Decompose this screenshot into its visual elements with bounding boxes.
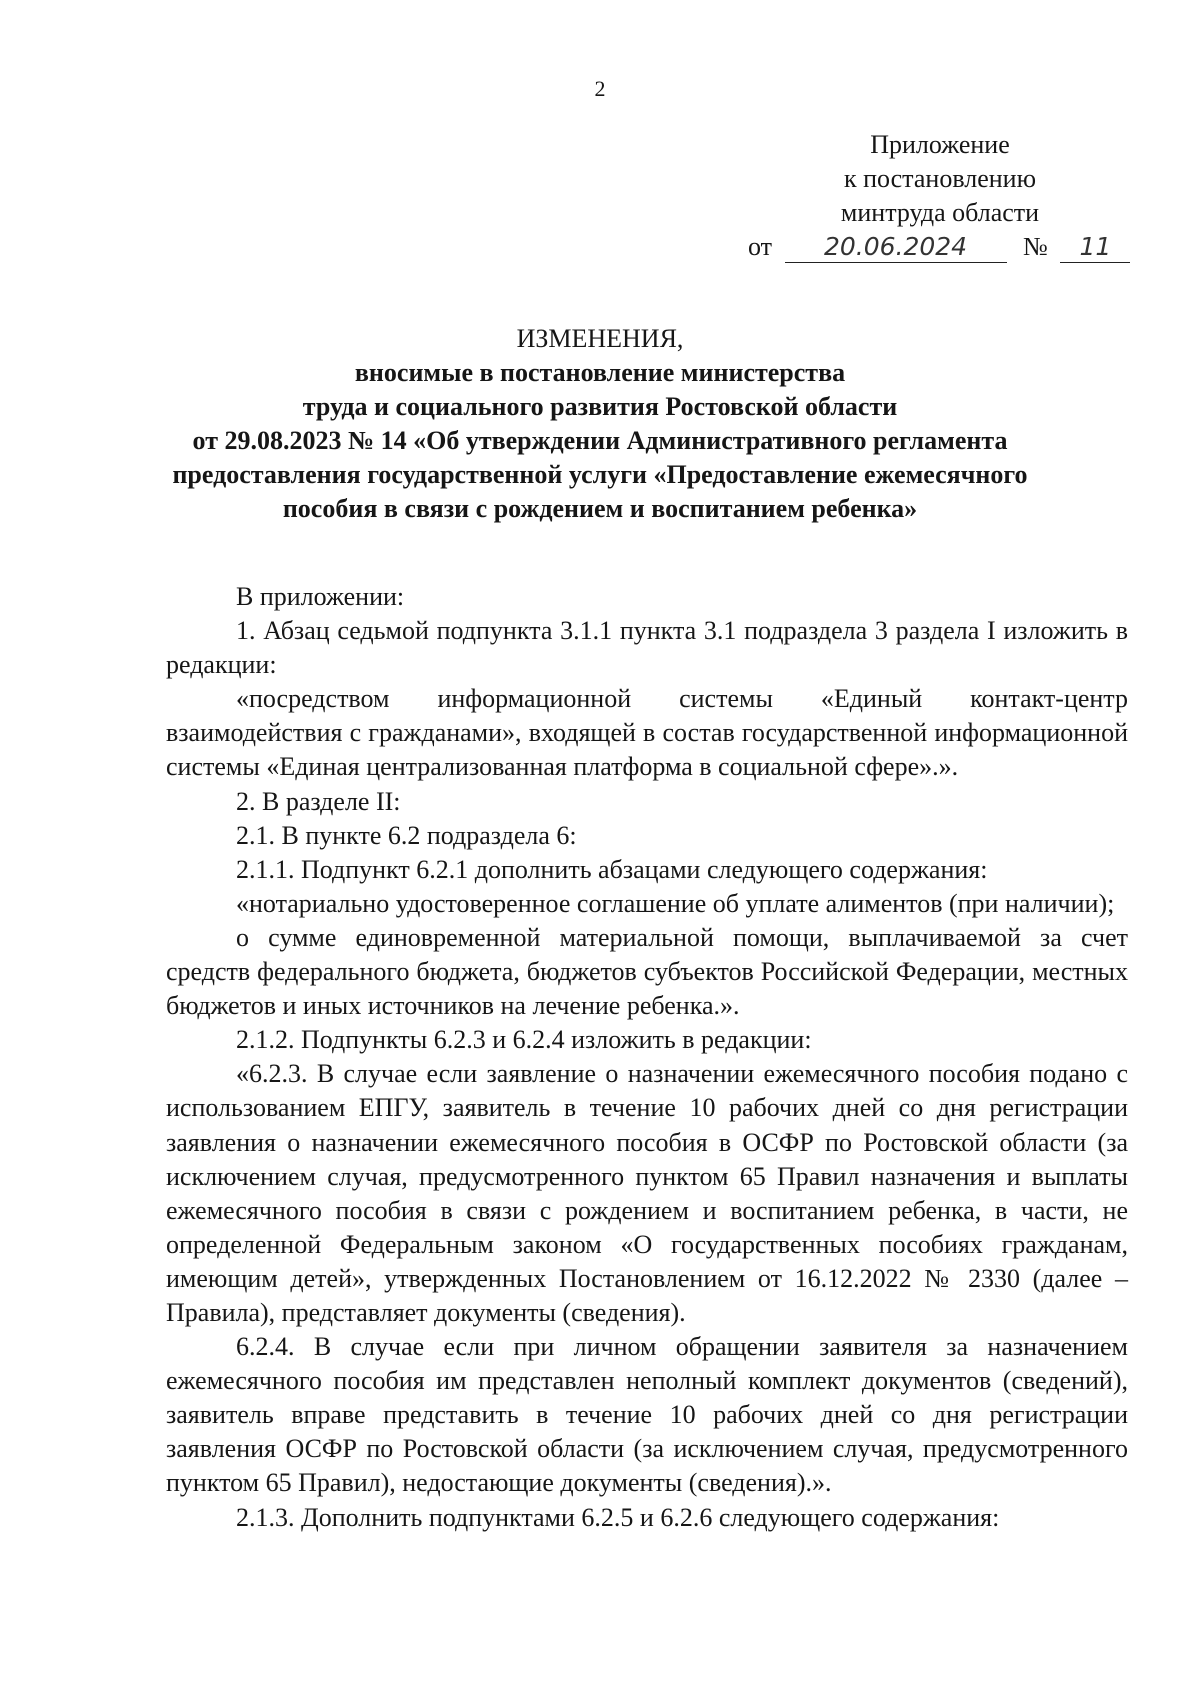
page-number: 2 xyxy=(594,76,606,101)
document-heading xyxy=(0,322,1200,526)
appendix-line-2: к постановлению xyxy=(843,164,1037,193)
handwritten-number: 11 xyxy=(1060,232,1130,263)
handwritten-date: 20.06.2024 xyxy=(785,232,1007,263)
appendix-title: Приложение xyxy=(870,130,1010,159)
paragraph: 2.1.1. Подпункт 6.2.1 дополнить абзацами следующего содержания: xyxy=(236,854,988,884)
paragraph: 2.1. В пункте 6.2 подраздела 6: xyxy=(236,820,577,850)
paragraph: 6.2.4. В случае если при личном обращении заявителя за назначением ежемесячного пособия им представлен неполный комплект документов (сведений), заявитель вправе представить в течение 10 рабочих дней со дня регистрации заявления ОСФР по Ростовской области (за исключением случая, предусмотренного пунктом 65 Правил), недостающие документы (сведения).». xyxy=(166,1332,1128,1498)
heading-line: предоставления государственной услуги «Предоставление ежемесячного xyxy=(172,460,1028,489)
paragraph: «6.2.3. В случае если заявление о назначении ежемесячного пособия подано с использованием ЕПГУ, заявитель в течение 10 рабочих дней со дня регистрации заявления о назначении ежемесячного пособия в ОСФР по Ростовской области (за исключением случая, предусмотренного пунктом 65 Правил назначения и выплаты ежемесячного пособия в связи с рождением и воспитанием ребенка, в части, не определенной Федеральным законом «О государственных пособиях гражданам, имеющим детей», утвержденных Постановлением от 16.12.2022 № 2330 (далее – Правила), представляет документы (сведения). xyxy=(166,1059,1128,1327)
paragraph: 2.1.2. Подпункты 6.2.3 и 6.2.4 изложить в редакции: xyxy=(236,1025,812,1055)
appendix-block xyxy=(748,128,1180,264)
heading-title: ИЗМЕНЕНИЯ, xyxy=(516,324,684,353)
paragraph: «посредством информационной системы «Единый контакт-центр взаимодействия с гражданами», входящей в состав государственной информационной системы «Единая централизованная платформа в социальной сфере».». xyxy=(166,684,1128,782)
paragraph: 2. В разделе II: xyxy=(236,786,401,816)
document-body xyxy=(166,580,1128,1535)
heading-line: вносимые в постановление министерства xyxy=(354,358,846,387)
paragraph: о сумме единовременной материальной помощи, выплачиваемой за счет средств федерального бюджета, бюджетов субъектов Российской Федерации, местных бюджетов и иных источников на лечение ребенка.». xyxy=(166,922,1128,1021)
number-label: № xyxy=(1023,232,1048,261)
heading-line: труда и социального развития Ростовской области xyxy=(302,392,898,421)
paragraph: 1. Абзац седьмой подпункта 3.1.1 пункта 3.1 подраздела 3 раздела I изложить в редакции: xyxy=(166,616,1128,680)
paragraph: «нотариально удостоверенное соглашение об уплате алиментов (при наличии); xyxy=(236,888,1115,918)
paragraph: 2.1.3. Дополнить подпунктами 6.2.5 и 6.2.6 следующего содержания: xyxy=(236,1502,1000,1532)
heading-line: от 29.08.2023 № 14 «Об утверждении Административного регламента xyxy=(192,426,1008,455)
heading-line: пособия в связи с рождением и воспитанием ребенка» xyxy=(282,494,918,523)
appendix-date-number-line xyxy=(748,230,1180,264)
paragraph: В приложении: xyxy=(236,582,405,611)
appendix-line-3: минтруда области xyxy=(840,198,1040,227)
from-label: от xyxy=(748,232,773,261)
